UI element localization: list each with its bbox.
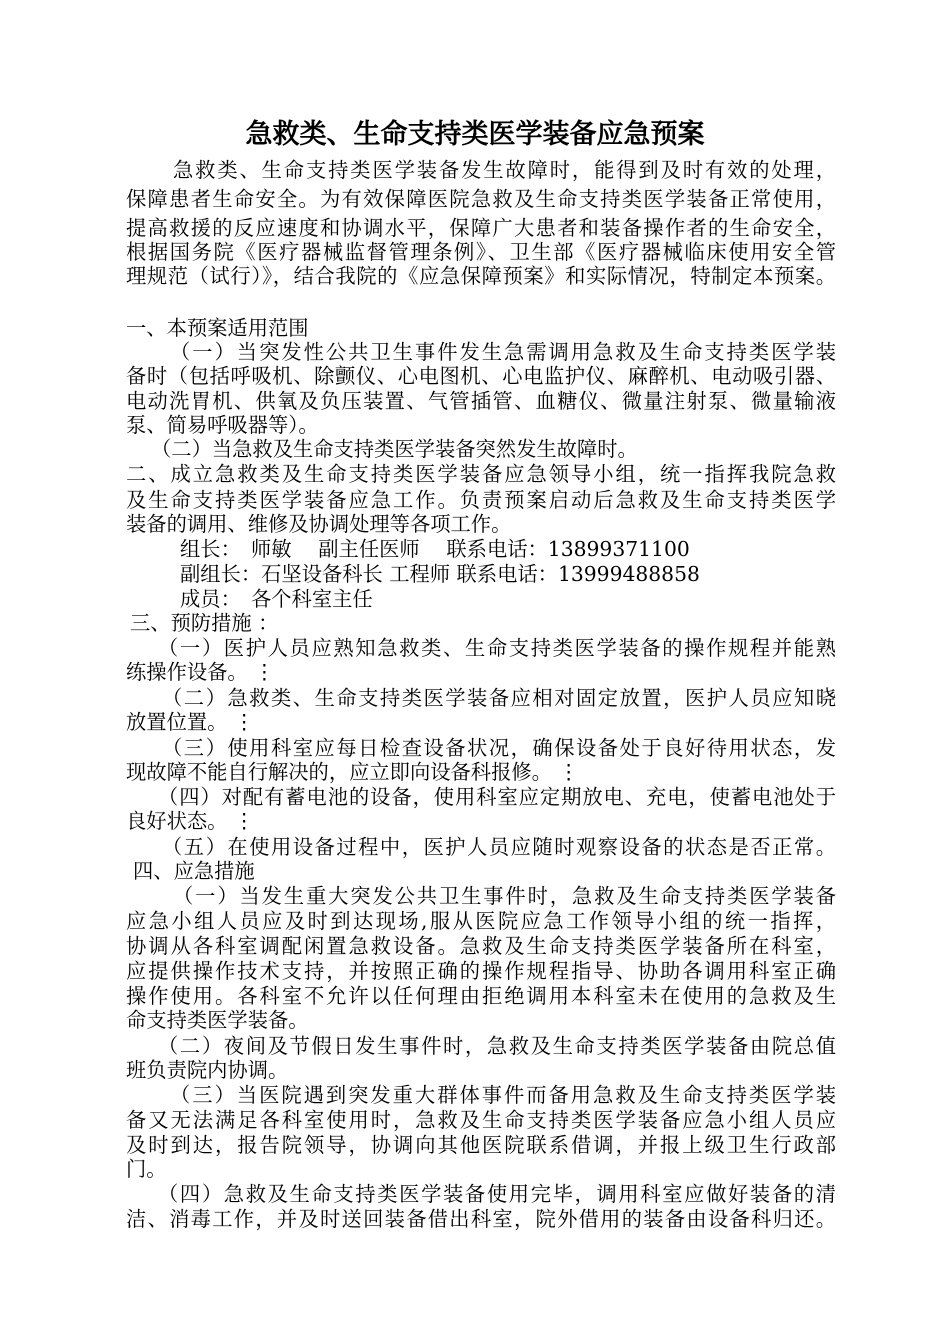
team-deputy: 副组长：石坚设备科长 工程师 联系电话：13999488858 [180,562,700,586]
s1-item-2: （二）当急救及生命支持类医学装备突然发生故障时。 [151,437,638,461]
s4-item-1-line-2: 应急小组人员应及时到达现场,服从医院应急工作领导小组的统一指挥， [126,909,836,933]
s3-item-2-line-1: （二）急救类、生命支持类医学装备应相对固定放置，医护人员应知晓 [162,686,836,710]
s3-item-3-line-2: 现故障不能自行解决的，应立即向设备科报修。 ⋮ [126,760,579,784]
s4-item-1-line-3: 协调从各科室调配闲置急救设备。急救及生命支持类医学装备所在科室， [126,934,836,958]
intro-line-4: 根据国务院《医疗器械监督管理条例》、卫生部《医疗器械临床使用安全管 [126,240,836,264]
s4-item-2-line-1: （二）夜间及节假日发生事件时，急救及生命支持类医学装备由院总值 [158,1034,836,1058]
team-leader: 组长： 师敏 副主任医师 联系电话：13899371100 [180,537,690,561]
s4-item-1-line-6: 命支持类医学装备。 [126,1008,309,1032]
s4-item-3-line-3: 及时到达，报告院领导，协调向其他医院联系借调，并报上级卫生行政部 [126,1133,836,1157]
section-4-heading: 四、应急措施 [133,859,255,883]
document-title: 急救类、生命支持类医学装备应急预案 [245,119,705,150]
s1-item-1-line-4: 泵、简易呼吸器等）。 [126,413,319,437]
team-members: 成员： 各个科室主任 [180,587,373,611]
section-1-heading: 一、本预案适用范围 [126,316,309,340]
s1-item-1-line-2: 备时（包括呼吸机、除颤仪、心电图机、心电监护仪、麻醉机、电动吸引器、 [126,364,836,388]
s4-item-4-line-1: （四）急救及生命支持类医学装备使用完毕，调用科室应做好装备的清 [158,1182,836,1206]
s4-item-1-line-5: 操作使用。各科室不允许以任何理由拒绝调用本科室未在使用的急救及生 [126,984,836,1008]
s4-item-3-line-1: （三）当医院遇到突发重大群体事件而备用急救及生命支持类医学装 [170,1083,836,1107]
s3-item-4-line-2: 良好状态。 ⋮ [126,809,255,833]
s4-item-1-line-1: （一）当发生重大突发公共卫生事件时，急救及生命支持类医学装备 [173,884,836,908]
s3-item-3-line-1: （三）使用科室应每日检查设备状况，确保设备处于良好待用状态，发 [162,736,836,760]
s4-item-1-line-4: 应提供操作技术支持，并按照正确的操作规程指导、协助各调用科室正确 [126,959,836,983]
intro-line-5: 理规范（试行）》，结合我院的《应急保障预案》和实际情况，特制定本预案。 [126,264,836,288]
s3-item-5: （五）在使用设备过程中，医护人员应随时观察设备的状态是否正常。 [162,835,836,859]
intro-line-1: 急救类、生命支持类医学装备发生故障时，能得到及时有效的处理， [173,158,836,182]
section-2-line-3: 装备的调用、维修及协调处理等各项工作。 [126,512,512,536]
s3-item-1-line-2: 练操作设备。 ⋮ [126,660,275,684]
s4-item-3-line-2: 备又无法满足各科室使用时，急救及生命支持类医学装备应急小组人员应 [126,1108,836,1132]
s4-item-2-line-2: 班负责院内协调。 [126,1058,289,1082]
intro-line-2: 保障患者生命安全。为有效保障医院急救及生命支持类医学装备正常使用， [126,187,836,211]
section-2-line-2: 及生命支持类医学装备应急工作。负责预案启动后急救及生命支持类医学 [126,488,836,512]
s1-item-1-line-1: （一）当突发性公共卫生事件发生急需调用急救及生命支持类医学装 [170,340,836,364]
intro-line-3: 提高救援的反应速度和协调水平，保障广大患者和装备操作者的生命安全， [126,216,836,240]
s1-item-1-line-3: 电动洗胃机、供氧及负压装置、气管插管、血糖仪、微量注射泵、微量输液 [126,389,836,413]
s4-item-4-line-2: 洁、消毒工作，并及时送回装备借出科室，院外借用的装备由设备科归还。 [126,1207,836,1231]
section-3-heading: 三、预防措施 ： [130,611,279,635]
s3-item-4-line-1: （四）对配有蓄电池的设备，使用科室应定期放电、充电，使蓄电池处于 [158,785,836,809]
section-2-line-1: 二、成立急救类及生命支持类医学装备应急领导小组，统一指挥我院急救 [126,462,836,486]
s4-item-3-line-4: 门。 [126,1157,167,1181]
s3-item-1-line-1: （一）医护人员应熟知急救类、生命支持类医学装备的操作规程并能熟 [158,636,836,660]
s3-item-2-line-2: 放置位置。 ⋮ [126,710,255,734]
